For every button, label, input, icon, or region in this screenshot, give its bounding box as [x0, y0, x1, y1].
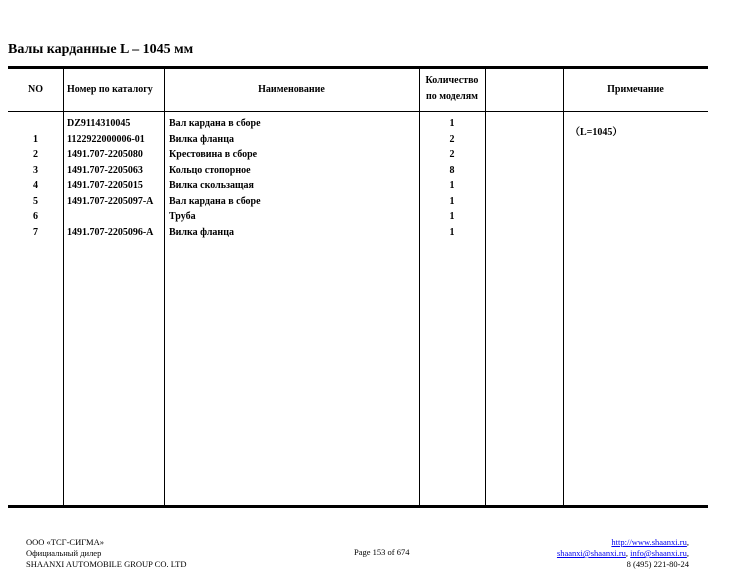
footer-dealer: Официальный дилер: [26, 548, 102, 558]
cell-catalog: 1491.707-2205097-A: [67, 195, 154, 207]
header-note: Примечание: [607, 84, 664, 95]
header-qty: [419, 73, 485, 105]
cell-name: Труба: [169, 211, 196, 222]
cell-qty: 1: [449, 118, 455, 129]
cell-catalog: 1491.707-2205015: [67, 180, 143, 191]
website-suffix: ,: [686, 537, 689, 547]
page-title: Валы карданные L – 1045 мм: [8, 42, 194, 57]
cell-qty: 8: [449, 164, 455, 176]
cell-name: Вилка скользащая: [169, 180, 254, 191]
footer-group: SHAANXI AUTOMOBILE GROUP CO. LTD: [26, 559, 187, 569]
cell-qty: 1: [449, 211, 455, 222]
cell-catalog: DZ9114310045: [67, 118, 131, 129]
cell-catalog: 1122922000006-01: [67, 133, 145, 145]
header-no: NO: [28, 84, 43, 95]
cell-no: 3: [33, 164, 38, 176]
email-link-shaanxi[interactable]: shaanxi@shaanxi.ru: [556, 548, 626, 558]
table-row: [8, 163, 708, 179]
note-value: （L=1045）: [570, 127, 623, 138]
cell-qty: 1: [449, 180, 455, 191]
cell-name: Кольцо стопорное: [169, 164, 251, 176]
footer-phone: 8 (495) 221-80-24: [626, 559, 689, 569]
cell-qty: 1: [449, 195, 455, 207]
cell-name: Вал кардана в сборе: [169, 195, 261, 207]
cell-name: Вилка фланца: [169, 133, 234, 145]
header-divider: [8, 111, 708, 112]
cell-no: 1: [33, 133, 38, 145]
header-name: Наименование: [258, 84, 325, 95]
table-row: [8, 209, 708, 225]
footer-contacts: [557, 537, 689, 570]
cell-name: Вал кардана в сборе: [169, 118, 261, 129]
header-catalog: Номер по каталогу: [67, 84, 153, 95]
cell-no: 2: [33, 149, 38, 160]
cell-qty: 2: [449, 149, 455, 160]
website-link[interactable]: http://www.shaanxi.ru: [611, 537, 687, 547]
email-suffix: ,: [686, 548, 689, 558]
header-qty-line1: Количество: [425, 75, 479, 86]
cell-no: 7: [33, 226, 38, 238]
email-separator: ,: [625, 548, 631, 558]
footer-company: ООО «ТСГ-СИГМА»: [26, 537, 104, 547]
cell-catalog: 1491.707-2205063: [67, 164, 143, 176]
cell-no: 6: [33, 211, 38, 222]
cell-catalog: 1491.707-2205096-A: [67, 226, 154, 238]
email-link-info[interactable]: info@shaanxi.ru: [630, 548, 687, 558]
table-row: [8, 194, 708, 210]
cell-qty: 1: [449, 226, 455, 238]
table-row: [8, 225, 708, 241]
cell-no: 5: [33, 195, 38, 207]
cell-catalog: 1491.707-2205080: [67, 149, 143, 160]
footer-company-block: [26, 537, 187, 570]
table-row: [8, 178, 708, 194]
cell-name: Крестовина в сборе: [169, 149, 258, 160]
table-row: [8, 147, 708, 163]
cell-name: Вилка фланца: [169, 226, 234, 238]
page-number: Page 153 of 674: [354, 547, 410, 557]
cell-no: 4: [33, 180, 38, 191]
parts-table: [8, 66, 708, 508]
cell-qty: 2: [449, 133, 455, 145]
header-qty-line2: по моделям: [426, 91, 478, 102]
